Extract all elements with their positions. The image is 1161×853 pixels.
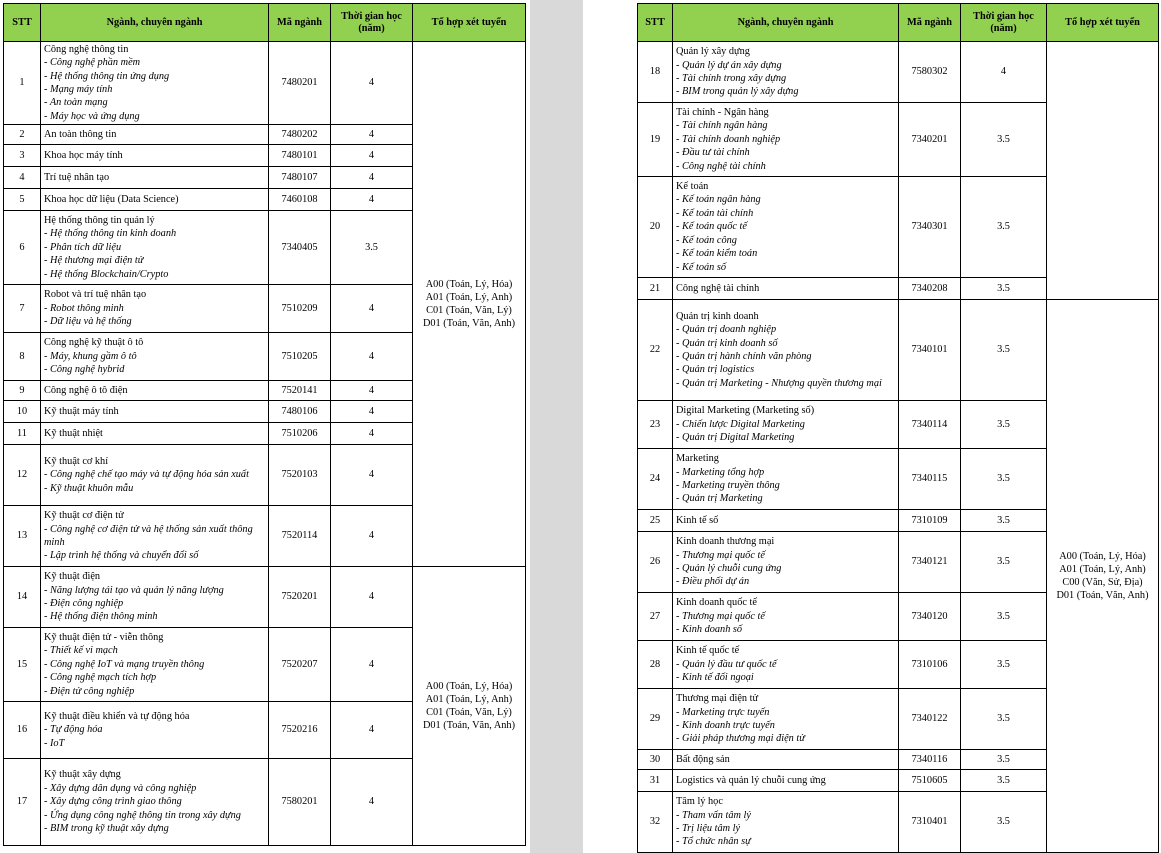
row-major — [41, 506, 269, 567]
row-major — [41, 423, 269, 445]
specialization-item: - Công nghệ mạch tích hợp — [44, 672, 157, 684]
major-title: Bất động sản — [676, 753, 730, 765]
specialization-item: - Tài chính trong xây dựng — [676, 73, 787, 84]
specialization-item: - Điện công nghiệp — [44, 598, 124, 609]
combo-item: D01 (Toán, Văn, Anh) — [422, 318, 516, 330]
row-code: 7340122 — [899, 689, 961, 750]
specialization-item: - Marketing tổng hợp — [676, 466, 765, 478]
specialization-item: - Giải pháp thương mại điện tử — [676, 733, 805, 745]
row-stt: 10 — [4, 401, 41, 423]
row-major — [41, 145, 269, 167]
header-code: Mã ngành — [899, 4, 961, 42]
specialization-item: - Hệ thống Blockchain/Crypto — [44, 268, 169, 280]
specialization-item: - Tổ chức nhân sự — [676, 836, 751, 848]
row-stt: 29 — [638, 689, 673, 750]
row-code: 7340201 — [899, 103, 961, 177]
row-major — [41, 211, 269, 285]
specialization-item: - Dữ liệu và hệ thống — [44, 316, 132, 328]
row-duration: 3.5 — [961, 278, 1047, 300]
specialization-item: - Quản trị Marketing - Nhượng quyền thương mại — [676, 377, 882, 389]
row-stt: 9 — [4, 381, 41, 401]
specialization-item: - Hệ thống thông tin kinh doanh — [44, 228, 177, 240]
major-title: Hệ thống thông tin quản lý — [44, 214, 155, 226]
row-stt: 25 — [638, 510, 673, 532]
combo-item: D01 (Toán, Văn, Anh) — [1056, 590, 1149, 602]
row-major — [673, 103, 899, 177]
row-major — [41, 167, 269, 189]
row-code: 7310109 — [899, 510, 961, 532]
major-title: Kinh tế quốc tế — [676, 645, 740, 657]
specialization-item: - Công nghệ chế tạo máy và tự động hóa sản xuất — [44, 469, 249, 481]
specialization-item: - Ứng dụng công nghệ thông tin trong xây dựng — [44, 809, 241, 821]
row-stt: 23 — [638, 401, 673, 449]
header-combo: Tổ hợp xét tuyển — [413, 4, 526, 42]
row-major — [41, 189, 269, 211]
major-title: Kinh tế số — [676, 514, 719, 526]
row-duration: 4 — [331, 506, 413, 567]
row-stt: 32 — [638, 792, 673, 853]
specialization-item: - Thương mại quốc tế — [676, 610, 765, 622]
specialization-item: - Kỹ thuật khuôn mẫu — [44, 482, 134, 494]
specialization-item: - Quản trị kinh doanh số — [676, 337, 778, 349]
specialization-item: - Quản trị doanh nghiệp — [676, 324, 777, 336]
major-title: Marketing — [676, 453, 719, 465]
specialization-item: - Kế toán ngân hàng — [676, 194, 761, 206]
row-major — [41, 125, 269, 145]
combo-item: C00 (Văn, Sử, Địa) — [1062, 577, 1143, 588]
row-major — [41, 381, 269, 401]
row-stt: 14 — [4, 567, 41, 628]
row-major — [41, 333, 269, 381]
row-code: 7460108 — [269, 189, 331, 211]
header-major: Ngành, chuyên ngành — [673, 4, 899, 42]
row-stt: 19 — [638, 103, 673, 177]
table-header-row — [638, 4, 1159, 42]
combo-item: A01 (Toán, Lý, Anh) — [425, 291, 513, 303]
row-stt: 27 — [638, 593, 673, 641]
major-title: Kỹ thuật máy tính — [44, 405, 119, 417]
major-title: Kỹ thuật cơ điện tử — [44, 510, 124, 522]
row-duration: 4 — [331, 381, 413, 401]
row-code: 7480101 — [269, 145, 331, 167]
row-duration: 4 — [331, 125, 413, 145]
row-code: 7310401 — [899, 792, 961, 853]
row-code: 7510209 — [269, 285, 331, 333]
row-duration: 3.5 — [961, 792, 1047, 853]
row-code: 7520103 — [269, 445, 331, 506]
row-stt: 12 — [4, 445, 41, 506]
major-title: Công nghệ ô tô điện — [44, 384, 128, 396]
row-duration: 4 — [331, 628, 413, 702]
page-left — [0, 0, 530, 853]
major-title: Robot và trí tuệ nhân tạo — [44, 289, 147, 301]
row-stt: 8 — [4, 333, 41, 381]
row-duration: 4 — [331, 189, 413, 211]
row-major — [673, 449, 899, 510]
row-duration: 4 — [331, 42, 413, 125]
major-title: Kỹ thuật điện tử - viễn thông — [44, 631, 164, 643]
row-duration: 4 — [331, 759, 413, 846]
row-major — [673, 42, 899, 103]
specialization-item: - Điều phối dự án — [676, 576, 750, 588]
row-major — [41, 702, 269, 759]
specialization-item: - Năng lượng tái tạo và quản lý năng lượng — [44, 584, 224, 596]
row-code: 7520207 — [269, 628, 331, 702]
major-title: Kỹ thuật nhiệt — [44, 427, 103, 439]
row-duration: 3.5 — [961, 177, 1047, 278]
row-duration: 4 — [331, 401, 413, 423]
row-major — [41, 567, 269, 628]
combo-item: D01 (Toán, Văn, Anh) — [422, 720, 516, 732]
row-stt: 15 — [4, 628, 41, 702]
row-stt: 6 — [4, 211, 41, 285]
row-stt: 28 — [638, 641, 673, 689]
specialization-item: - Tham vấn tâm lý — [676, 809, 751, 821]
specialization-item: - Điện tử công nghiệp — [44, 685, 135, 697]
row-major — [673, 401, 899, 449]
major-title: Công nghệ thông tin — [44, 43, 129, 55]
combo-item: A00 (Toán, Lý, Hóa) — [425, 278, 513, 290]
row-code: 7340120 — [899, 593, 961, 641]
specialization-item: - Máy, khung gầm ô tô — [44, 350, 137, 362]
specialization-item: - Marketing trực tuyến — [676, 706, 770, 718]
row-duration: 3.5 — [961, 641, 1047, 689]
row-code: 7520141 — [269, 381, 331, 401]
major-title: Trí tuệ nhân tạo — [44, 171, 110, 183]
header-duration: Thời gian học (năm) — [331, 4, 413, 42]
specialization-item: - Kinh doanh số — [676, 624, 743, 636]
specialization-item: - Phân tích dữ liệu — [44, 241, 122, 253]
combo-item: C01 (Toán, Văn, Lý) — [426, 707, 512, 718]
row-major — [673, 300, 899, 401]
row-stt: 17 — [4, 759, 41, 846]
row-duration: 3.5 — [961, 449, 1047, 510]
specialization-item: - BIM trong quản lý xây dựng — [676, 86, 799, 98]
table-row — [638, 42, 1159, 103]
row-major — [41, 759, 269, 846]
specialization-item: - Xây dựng công trình giao thông — [44, 796, 182, 808]
row-stt: 24 — [638, 449, 673, 510]
row-code: 7480202 — [269, 125, 331, 145]
row-duration: 4 — [331, 285, 413, 333]
row-major — [41, 628, 269, 702]
header-combo: Tổ hợp xét tuyển — [1047, 4, 1159, 42]
row-major — [673, 689, 899, 750]
row-major — [673, 750, 899, 770]
combo-cell — [413, 42, 526, 567]
row-duration: 4 — [331, 702, 413, 759]
specialization-item: - Mạng máy tính — [44, 84, 113, 95]
specialization-item: - Quản trị logistics — [676, 364, 755, 376]
row-stt: 16 — [4, 702, 41, 759]
major-title: Khoa học dữ liệu (Data Science) — [44, 193, 179, 205]
combo-cell — [1047, 42, 1159, 300]
row-code: 7340114 — [899, 401, 961, 449]
row-stt: 13 — [4, 506, 41, 567]
table-row — [638, 300, 1159, 401]
row-stt: 21 — [638, 278, 673, 300]
row-duration: 3.5 — [961, 510, 1047, 532]
row-major — [41, 285, 269, 333]
page-right — [583, 0, 1161, 853]
row-duration: 3.5 — [331, 211, 413, 285]
row-code: 7340115 — [899, 449, 961, 510]
specialization-item: - Quản lý đầu tư quốc tế — [676, 658, 777, 670]
major-title: Logistics và quản lý chuỗi cung ứng — [676, 774, 826, 786]
specialization-item: - Quản trị Marketing — [676, 493, 763, 505]
major-title: Kinh doanh quốc tế — [676, 597, 757, 609]
major-title: Digital Marketing (Marketing số) — [676, 405, 815, 417]
row-stt: 30 — [638, 750, 673, 770]
row-major — [673, 792, 899, 853]
specialization-item: - Máy học và ứng dụng — [44, 110, 140, 122]
specialization-item: - Thiết kế vi mạch — [44, 645, 118, 657]
row-duration: 4 — [331, 423, 413, 445]
row-major — [673, 770, 899, 792]
row-code: 7340101 — [899, 300, 961, 401]
major-title: Kỹ thuật xây dựng — [44, 769, 121, 781]
specialization-item: - Trị liệu tâm lý — [676, 823, 741, 834]
specialization-item: - Kinh tế đối ngoại — [676, 672, 754, 684]
row-code: 7340116 — [899, 750, 961, 770]
specialization-item: - Kế toán tài chính — [676, 207, 754, 219]
row-duration: 3.5 — [961, 300, 1047, 401]
specialization-item: - BIM trong kỹ thuật xây dựng — [44, 823, 169, 835]
major-title: Tài chính - Ngân hàng — [676, 106, 769, 118]
row-duration: 4 — [961, 42, 1047, 103]
row-major — [673, 177, 899, 278]
specialization-item: - Hệ thống thông tin ứng dụng — [44, 70, 170, 82]
specialization-item: - Quản trị Digital Marketing — [676, 432, 795, 444]
table-header-row — [4, 4, 526, 42]
row-code: 7480106 — [269, 401, 331, 423]
row-code: 7580201 — [269, 759, 331, 846]
row-duration: 4 — [331, 167, 413, 189]
specialization-item: - Hệ thương mại điện tử — [44, 255, 144, 267]
row-code: 7510206 — [269, 423, 331, 445]
specialization-item: - Quản lý dự án xây dựng — [676, 59, 782, 71]
row-code: 7480201 — [269, 42, 331, 125]
row-major — [673, 532, 899, 593]
row-stt: 11 — [4, 423, 41, 445]
row-stt: 3 — [4, 145, 41, 167]
specialization-item: - Công nghệ tài chính — [676, 160, 766, 172]
specialization-item: - Xây dựng dân dụng và công nghiệp — [44, 782, 197, 794]
specialization-item: - Quản lý chuỗi cung ứng — [676, 563, 782, 574]
row-code: 7520114 — [269, 506, 331, 567]
specialization-item: - An toàn mạng — [44, 97, 108, 109]
majors-table-left — [3, 3, 526, 846]
specialization-item: - Công nghệ hybrid — [44, 364, 125, 376]
row-duration: 3.5 — [961, 103, 1047, 177]
row-stt: 18 — [638, 42, 673, 103]
major-title: An toàn thông tin — [44, 128, 117, 140]
row-duration: 3.5 — [961, 770, 1047, 792]
specialization-item: - Đầu tư tài chính — [676, 147, 750, 159]
row-code: 7580302 — [899, 42, 961, 103]
major-title: Công nghệ tài chính — [676, 282, 760, 294]
row-stt: 31 — [638, 770, 673, 792]
major-title: Kinh doanh thương mại — [676, 536, 775, 548]
major-title: Quản trị kinh doanh — [676, 310, 759, 322]
row-duration: 4 — [331, 145, 413, 167]
row-code: 7310106 — [899, 641, 961, 689]
row-stt: 26 — [638, 532, 673, 593]
major-title: Kỹ thuật điều khiển và tự động hóa — [44, 710, 190, 722]
specialization-item: - Hệ thống điện thông minh — [44, 611, 158, 623]
combo-item: A00 (Toán, Lý, Hóa) — [1059, 550, 1146, 562]
specialization-item: - Kế toán kiểm toán — [676, 248, 758, 260]
row-stt: 4 — [4, 167, 41, 189]
row-duration: 3.5 — [961, 593, 1047, 641]
row-major — [673, 593, 899, 641]
specialization-item: - Công nghệ IoT và mạng truyền thông — [44, 658, 205, 670]
row-stt: 20 — [638, 177, 673, 278]
specialization-item: - Kinh doanh trực tuyến — [676, 720, 775, 731]
majors-table-right — [637, 3, 1159, 853]
specialization-item: - Công nghệ cơ điện tử và hệ thống sản xuất thông minh — [44, 523, 253, 548]
specialization-item: - Tự động hóa — [44, 724, 103, 736]
specialization-item: - Kế toán quốc tế — [676, 221, 747, 233]
header-major: Ngành, chuyên ngành — [41, 4, 269, 42]
row-major — [41, 42, 269, 125]
row-duration: 3.5 — [961, 750, 1047, 770]
specialization-item: - Thương mại quốc tế — [676, 549, 765, 561]
row-code: 7340208 — [899, 278, 961, 300]
major-title: Quản lý xây dựng — [676, 46, 750, 58]
combo-item: A01 (Toán, Lý, Anh) — [1059, 563, 1146, 575]
row-duration: 3.5 — [961, 401, 1047, 449]
row-duration: 3.5 — [961, 532, 1047, 593]
row-code: 7340405 — [269, 211, 331, 285]
row-duration: 4 — [331, 567, 413, 628]
specialization-item: - Tài chính doanh nghiệp — [676, 133, 781, 145]
row-stt: 22 — [638, 300, 673, 401]
major-title: Tâm lý học — [676, 796, 723, 808]
row-stt: 7 — [4, 285, 41, 333]
specialization-item: - Robot thông minh — [44, 302, 124, 314]
combo-cell — [413, 567, 526, 846]
row-stt: 5 — [4, 189, 41, 211]
combo-cell — [1047, 300, 1159, 853]
row-stt: 2 — [4, 125, 41, 145]
major-title: Kỹ thuật cơ khí — [44, 455, 109, 467]
row-major — [673, 510, 899, 532]
row-code: 7340121 — [899, 532, 961, 593]
row-code: 7340301 — [899, 177, 961, 278]
row-code: 7480107 — [269, 167, 331, 189]
header-stt: STT — [4, 4, 41, 42]
specialization-item: - Công nghệ phần mềm — [44, 57, 141, 69]
specialization-item: - Tài chính ngân hàng — [676, 120, 768, 132]
row-duration: 3.5 — [961, 689, 1047, 750]
major-title: Thương mại điện tử — [676, 693, 759, 705]
row-major — [673, 278, 899, 300]
table-row — [4, 42, 526, 125]
major-title: Công nghệ kỹ thuật ô tô — [44, 337, 144, 349]
row-stt: 1 — [4, 42, 41, 125]
combo-item: C01 (Toán, Văn, Lý) — [426, 305, 512, 316]
specialization-item: - Marketing truyền thông — [676, 480, 780, 491]
major-title: Kế toán — [676, 181, 709, 193]
specialization-item: - Kế toán công — [676, 234, 737, 246]
row-code: 7520201 — [269, 567, 331, 628]
header-duration: Thời gian học (năm) — [961, 4, 1047, 42]
row-code: 7520216 — [269, 702, 331, 759]
specialization-item: - Quản trị hành chính văn phòng — [676, 351, 812, 362]
combo-item: A01 (Toán, Lý, Anh) — [425, 693, 513, 705]
row-duration: 4 — [331, 333, 413, 381]
row-code: 7510205 — [269, 333, 331, 381]
specialization-item: - Lập trình hệ thống và chuyển đổi số — [44, 550, 199, 562]
table-row — [4, 567, 526, 628]
row-major — [673, 641, 899, 689]
row-duration: 4 — [331, 445, 413, 506]
header-stt: STT — [638, 4, 673, 42]
specialization-item: - IoT — [44, 737, 65, 749]
row-major — [41, 445, 269, 506]
major-title: Khoa học máy tính — [44, 149, 123, 161]
row-code: 7510605 — [899, 770, 961, 792]
header-code: Mã ngành — [269, 4, 331, 42]
specialization-item: - Chiến lược Digital Marketing — [676, 418, 805, 430]
combo-item: A00 (Toán, Lý, Hóa) — [425, 680, 513, 692]
specialization-item: - Kế toán số — [676, 261, 727, 273]
major-title: Kỹ thuật điện — [44, 571, 101, 583]
row-major — [41, 401, 269, 423]
